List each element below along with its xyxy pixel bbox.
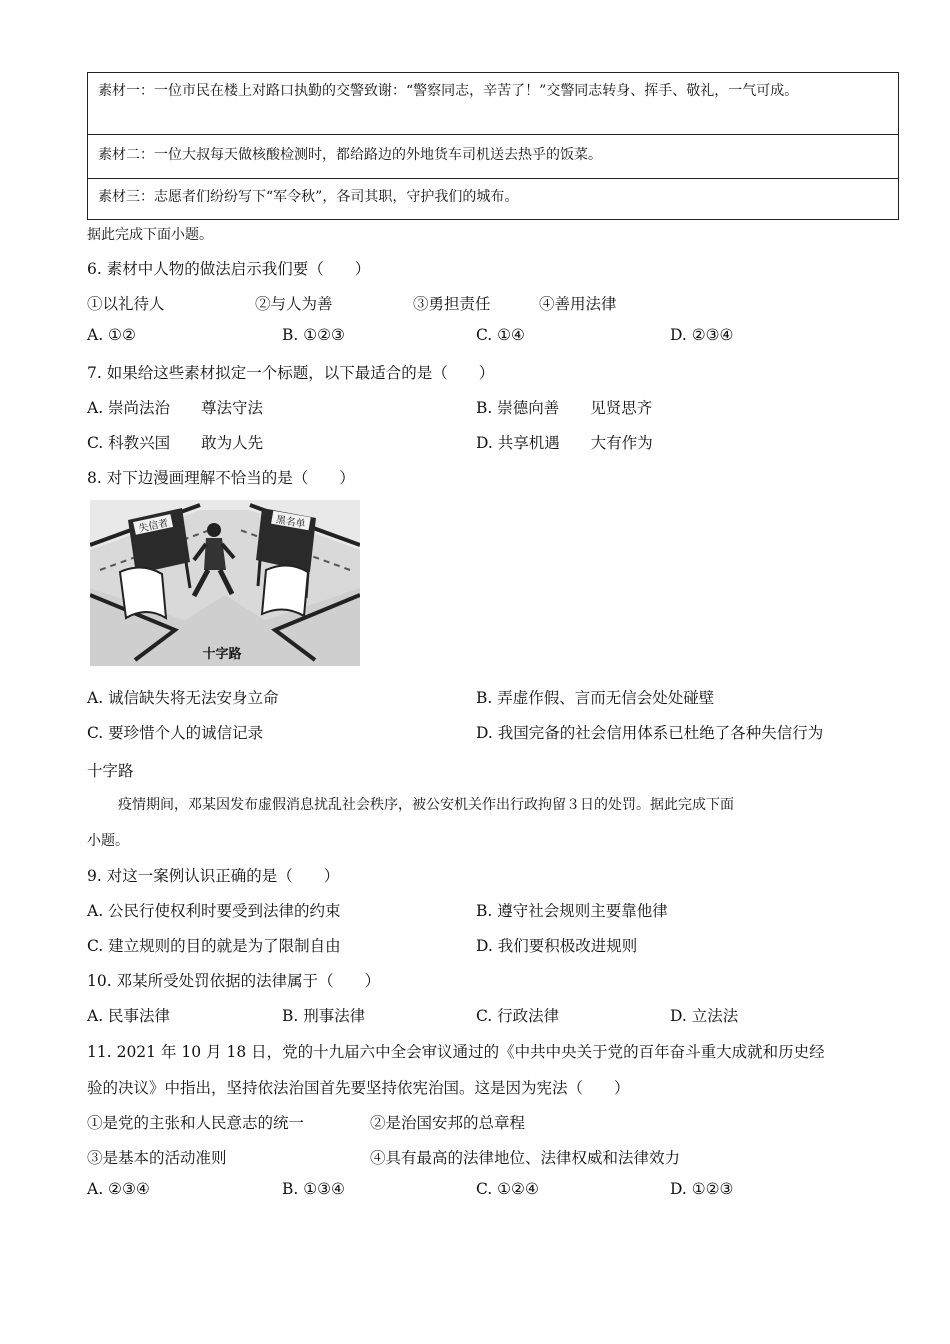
q9-option-b[interactable]: B. 遵守社会规则主要靠他律 [476,902,668,920]
material-row-1: 素材一：一位市民在楼上对路口执勤的交警致谢：“警察同志，辛苦了！”交警同志转身、挥手、敬礼，一气可成。 [88,73,898,135]
q8-after-text: 十字路 [87,762,134,780]
q10-option-b[interactable]: B. 刑事法律 [282,1007,366,1025]
q6-option-d[interactable]: D. ②③④ [670,326,734,344]
case-text-line1: 疫情期间，邓某因发布虚假消息扰乱社会秩序，被公安机关作出行政拘留３日的处罚。据此完成下面 [118,797,734,813]
q11-option-a[interactable]: A. ②③④ [87,1180,150,1198]
q6-item-2: ②与人为善 [255,295,333,313]
left-sign-text: 失信者 [137,517,170,535]
q7-stem: 7. 如果给这些素材拟定一个标题，以下最适合的是（ ） [87,364,495,382]
q7-option-b[interactable]: B. 崇德向善 见贤思齐 [476,399,653,417]
q6-option-b[interactable]: B. ①②③ [282,326,345,344]
q9-option-c[interactable]: C. 建立规则的目的就是为了限制自由 [87,937,341,955]
material-row-2: 素材二：一位大叔每天做核酸检测时，都给路边的外地货车司机送去热乎的饭菜。 [88,135,898,179]
q6-option-a[interactable]: A. ①② [87,326,136,344]
q6-stem: 6. 素材中人物的做法启示我们要（ ） [87,260,371,278]
q7-option-d[interactable]: D. 共享机遇 大有作为 [476,434,653,452]
q7-option-a[interactable]: A. 崇尚法治 尊法守法 [87,399,264,417]
q8-option-c[interactable]: C. 要珍惜个人的诚信记录 [87,724,264,742]
q8-option-d[interactable]: D. 我国完备的社会信用体系已杜绝了各种失信行为 [476,724,824,742]
q6-item-4: ④善用法律 [539,295,617,313]
q11-item-4: ④具有最高的法律地位、法律权威和法律效力 [370,1149,681,1167]
q9-stem: 9. 对这一案例认识正确的是（ ） [87,867,340,885]
q11-stem-line1: 11. 2021 年 10 月 18 日，党的十九届六中全会审议通过的《中共中央关于党的百年奋斗重大成就和历史经 [87,1043,825,1061]
q11-item-1: ①是党的主张和人民意志的统一 [87,1114,305,1132]
right-sign-text: 黑名单 [274,514,307,531]
case-text-line2: 小题。 [87,833,129,849]
intro-text: 据此完成下面小题。 [87,227,213,243]
cartoon-caption: 十字路 [202,647,242,662]
q8-stem: 8. 对下边漫画理解不恰当的是（ ） [87,469,355,487]
q8-option-b[interactable]: B. 弄虚作假、言而无信会处处碰壁 [476,689,715,707]
q10-option-c[interactable]: C. 行政法律 [476,1007,560,1025]
q10-stem: 10. 邓某所受处罚依据的法律属于（ ） [87,972,381,990]
q6-item-3: ③勇担责任 [413,295,491,313]
q6-option-c[interactable]: C. ①④ [476,326,525,344]
q8-option-a[interactable]: A. 诚信缺失将无法安身立命 [87,689,279,707]
materials-table [87,72,899,220]
q9-option-a[interactable]: A. 公民行使权利时要受到法律的约束 [87,902,341,920]
q11-option-c[interactable]: C. ①②④ [476,1180,539,1198]
cartoon-crossroad [90,500,360,666]
q11-item-2: ②是治国安邦的总章程 [370,1114,526,1132]
q11-option-d[interactable]: D. ①②③ [670,1180,734,1198]
q6-item-1: ①以礼待人 [87,295,165,313]
q7-option-c[interactable]: C. 科教兴国 敢为人先 [87,434,264,452]
q9-option-d[interactable]: D. 我们要积极改进规则 [476,937,638,955]
q10-option-a[interactable]: A. 民事法律 [87,1007,171,1025]
q10-option-d[interactable]: D. 立法法 [670,1007,739,1025]
q11-option-b[interactable]: B. ①③④ [282,1180,345,1198]
material-row-3: 素材三：志愿者们纷纷写下“军令秋”，各司其职，守护我们的城布。 [98,189,519,205]
q11-stem-line2: 验的决议》中指出，坚持依法治国首先要坚持依宪治国。这是因为宪法（ ） [87,1079,630,1097]
q11-item-3: ③是基本的活动准则 [87,1149,227,1167]
